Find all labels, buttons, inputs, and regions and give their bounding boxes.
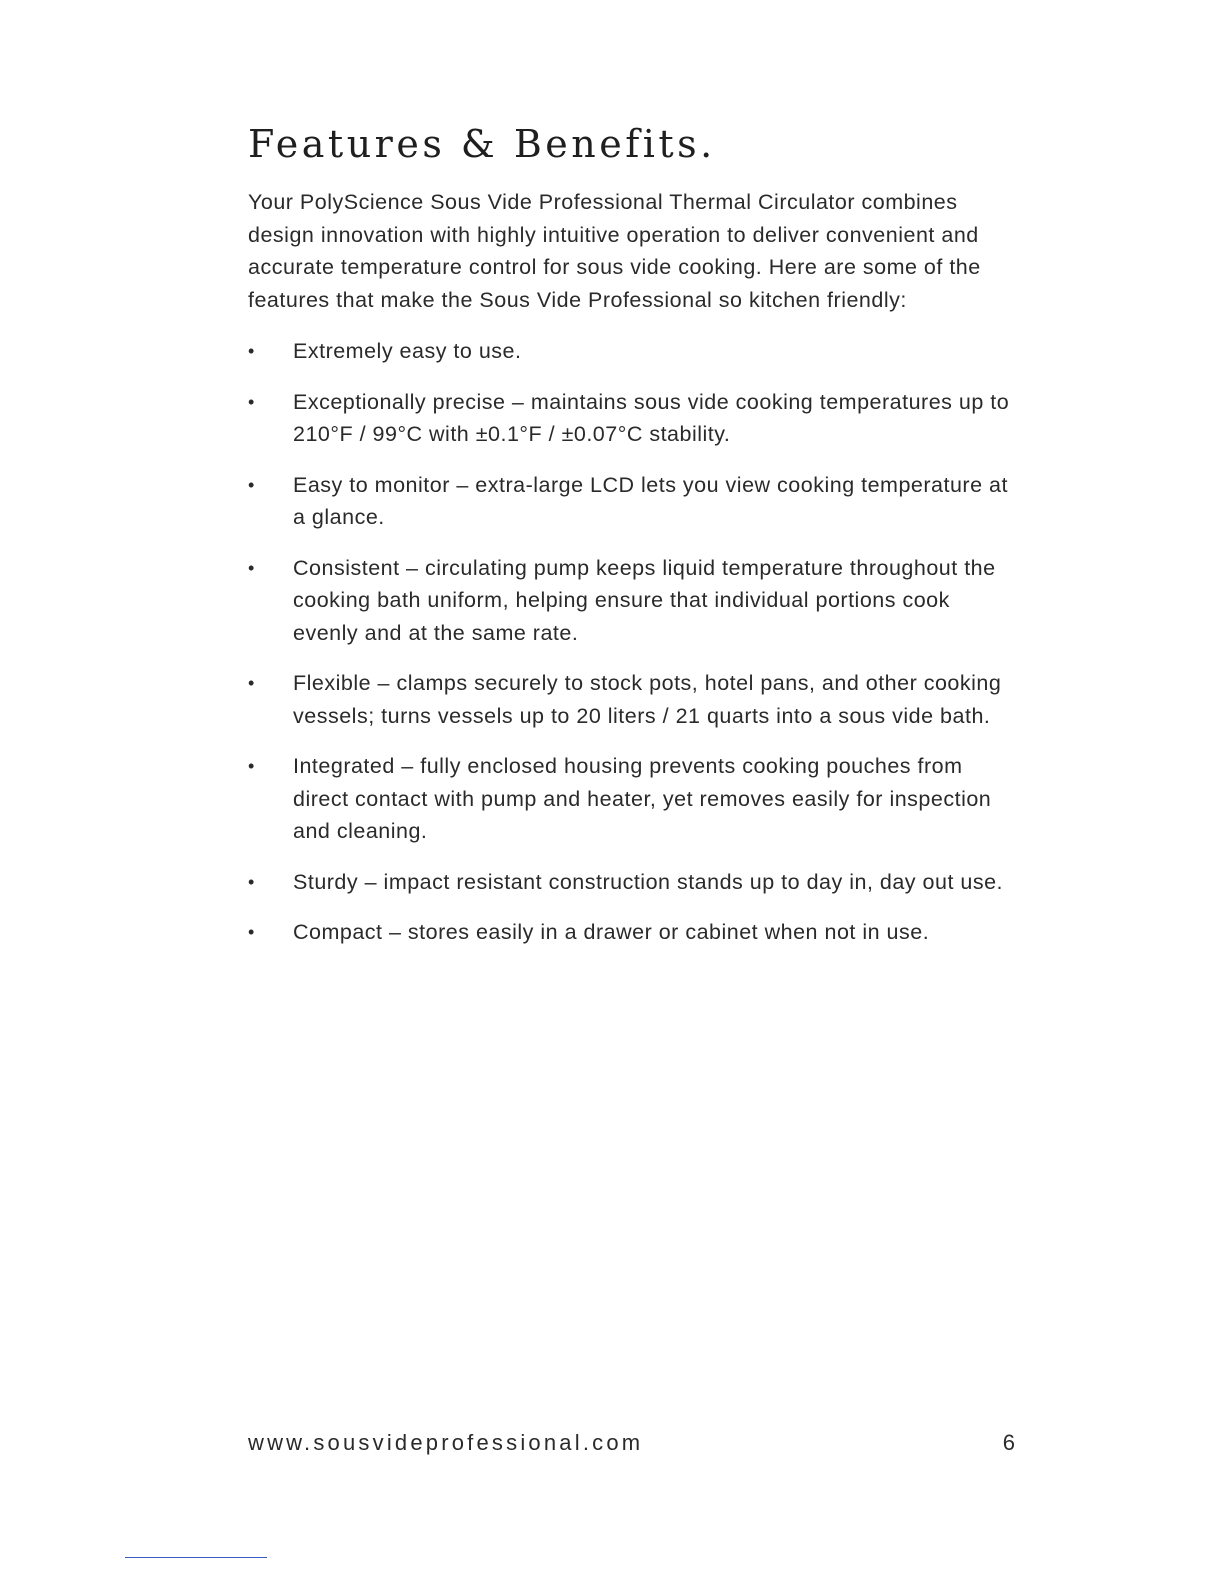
list-item: [248, 552, 1018, 650]
intro-paragraph: Your PolyScience Sous Vide Professional Thermal Circulator combines design innovation with highly intuitive operation to deliver convenient and accurate temperature control for sous vide cooking. Here are some of the features that make the Sous Vide Professional so kitchen friendly:: [248, 190, 981, 312]
footer-url: www.sousvideprofessional.com: [248, 1430, 644, 1455]
feature-text: Compact – stores easily in a drawer or cabinet when not in use.: [293, 920, 930, 944]
feature-text: Exceptionally precise – maintains sous vide cooking temperatures up to 210°F / 99°C with ±0.1°F / ±0.07°C stability.: [293, 389, 1010, 446]
bullet-icon: •: [248, 673, 255, 693]
bullet-icon: •: [248, 756, 255, 776]
list-item: [248, 335, 1018, 368]
list-item: [248, 866, 1018, 899]
feature-text: Integrated – fully enclosed housing prevents cooking pouches from direct contact with pump and heater, yet removes easily for inspection and cleaning.: [293, 754, 992, 843]
bullet-icon: •: [248, 474, 255, 495]
feature-text: Flexible – clamps securely to stock pots, hotel pans, and other cooking vessels; turns vessels up to 20 liters / 21 quarts into a sous vide bath.: [293, 671, 1002, 728]
page-title: Features & Benefits.: [248, 122, 716, 166]
feature-text: Consistent – circulating pump keeps liquid temperature throughout the cooking bath uniform, helping ensure that individual portions cook evenly and at the same rate.: [293, 555, 996, 645]
features-list: [248, 335, 1018, 967]
feature-text: Sturdy – impact resistant construction stands up to day in, day out use.: [293, 869, 1004, 894]
list-item: [248, 750, 1018, 848]
list-item: [248, 386, 1018, 451]
bullet-icon: •: [248, 341, 255, 361]
bullet-icon: •: [248, 391, 255, 412]
bullet-icon: •: [248, 871, 255, 892]
bullet-icon: •: [248, 922, 255, 942]
list-item: [248, 916, 1018, 949]
feature-text: Extremely easy to use.: [293, 339, 522, 363]
feature-text: Easy to monitor – extra-large LCD lets you view cooking temperature at a glance.: [293, 472, 1008, 529]
edge-divider: [125, 1557, 267, 1558]
bullet-icon: •: [248, 557, 255, 578]
list-item: [248, 469, 1018, 534]
page-number: 6: [1002, 1430, 1015, 1455]
list-item: [248, 667, 1018, 732]
